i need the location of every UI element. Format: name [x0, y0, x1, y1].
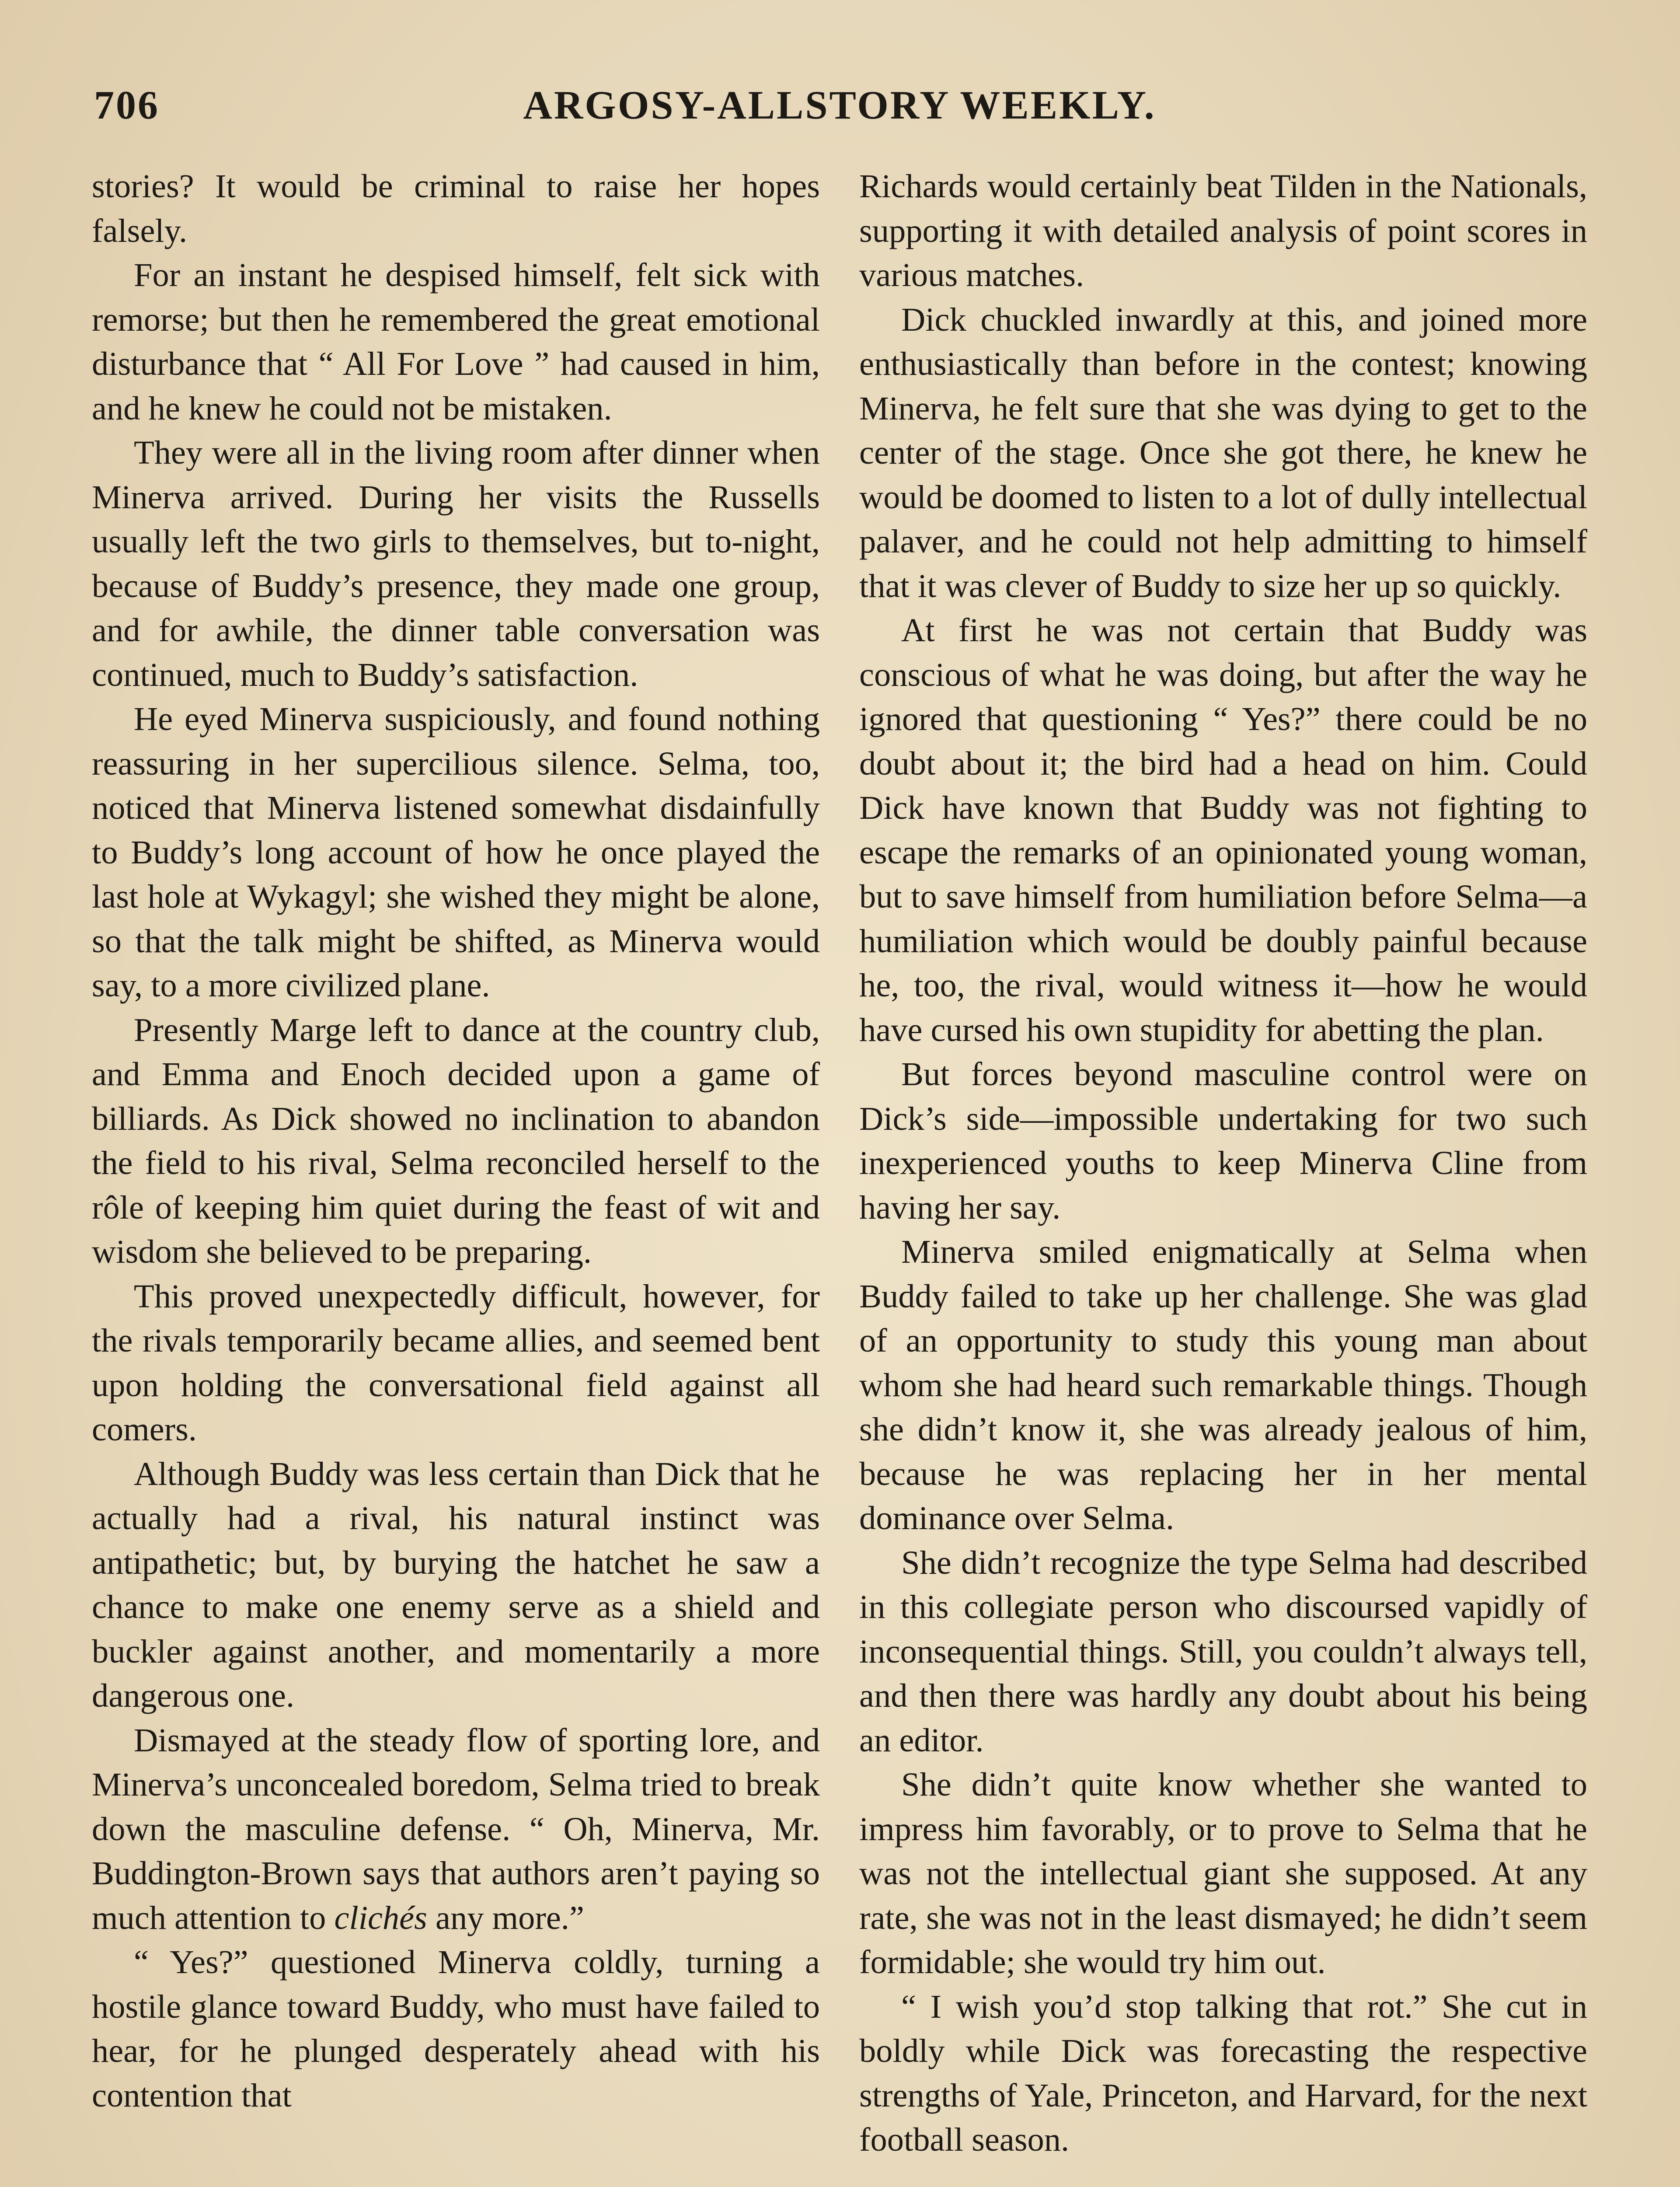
paragraph: Dick chuckled inwardly at this, and joined more enthusiastically than before in the contest; knowing Minerva, he felt sure that she was dying to get to the center of the stage. Once she got there, he knew he would be doomed to listen to a lot of dully intellectual palaver, and he could not help admitting to himself that it was clever of Buddy to size her up so quickly.: [859, 300, 1587, 604]
paragraph-text: any more.”: [427, 1899, 584, 1936]
publication-title: ARGOSY-ALLSTORY WEEKLY.: [523, 83, 1156, 127]
paragraph: Although Buddy was less certain than Dick that he actually had a rival, his natural instinct was antipathetic; but, by burying the hatchet he saw a chance to make one enemy serve as a shield and buckler against another, and momentarily a more dangerous one.: [92, 1455, 820, 1714]
paragraph: stories? It would be criminal to raise her hopes falsely.: [92, 168, 820, 249]
paragraph: Richards would certainly beat Tilden in the Nationals, supporting it with detailed analysis of point scores in various matches.: [859, 168, 1587, 293]
paragraph: She didn’t recognize the type Selma had described in this collegiate person who discoursed vapidly of inconsequential things. Still, you couldn’t always tell, and then there was hardly any doubt about his being an editor.: [859, 1544, 1587, 1759]
text-columns: [92, 164, 1587, 2187]
paragraph-text: Dismayed at the steady flow of sporting lore, and Minerva’s unconcealed boredom, Selma tried to break down the masculine defense. “ Oh, Minerva, Mr. Buddington-Brown says that authors aren’t paying so much attention to: [92, 1721, 820, 1936]
paragraph: “ I wish you’d stop talking that rot.” She cut in boldly while Dick was forecasting the respective strengths of Yale, Princeton, and Harvard, for the next football season.: [859, 1988, 1587, 2158]
paragraph: Presently Marge left to dance at the country club, and Emma and Enoch decided upon a game of billiards. As Dick showed no inclination to abandon the field to his rival, Selma reconciled herself to the rôle of keeping him quiet during the feast of wit and wisdom she believed to be preparing.: [92, 1011, 820, 1270]
paragraph: “ Yes?” questioned Minerva coldly, turning a hostile glance toward Buddy, who must have failed to hear, for he plunged desperately ahead with his contention that: [92, 1943, 820, 2114]
paragraph: Minerva smiled enigmatically at Selma when Buddy failed to take up her challenge. She was glad of an opportunity to study this young man about whom she had heard such remarkable things. Though she didn’t know it, she was already jealous of him, because he was replacing her in her mental dominance over Selma.: [859, 1233, 1587, 1537]
italic-word: clichés: [334, 1899, 427, 1936]
paragraph: But forces beyond masculine control were on Dick’s side—impossible undertaking for two such inexperienced youths to keep Minerva Cline from having her say.: [859, 1055, 1587, 1226]
paragraph: They were all in the living room after dinner when Minerva arrived. During her visits the Russells usually left the two girls to themselves, but to-night, because of Buddy’s presence, they made one group, and for awhile, the dinner table conversation was continued, much to Buddy’s satisfaction.: [92, 434, 820, 693]
paragraph: At first he was not certain that Buddy was conscious of what he was doing, but after the way he ignored that questioning “ Yes?” there could be no doubt about it; the bird had a head on him. Could Dick have known that Buddy was not fighting to escape the remarks of an opinionated young woman, but to save himself from humiliation before Selma—a humiliation which would be doubly painful because he, too, the rival, would witness it—how he would have cursed his own stupidity for abetting the plan.: [859, 611, 1587, 1048]
paragraph: [92, 1718, 820, 1940]
paragraph: This proved unexpectedly difficult, however, for the rivals temporarily became allies, and seemed bent upon holding the conversational field against all comers.: [92, 1277, 820, 1448]
page-header: [94, 74, 1585, 136]
paragraph: She didn’t quite know whether she wanted to impress him favorably, or to prove to Selma that he was not the intellectual giant she supposed. At any rate, she was not in the least dismayed; he didn’t seem formidable; she would try him out.: [859, 1766, 1587, 1981]
paragraph: For an instant he despised himself, felt sick with remorse; but then he remembered the great emotional disturbance that “ All For Love ” had caused in him, and he knew he could not be mistaken.: [92, 256, 820, 427]
left-column: [92, 164, 820, 2187]
paragraph: He eyed Minerva suspiciously, and found nothing reassuring in her supercilious silence. Selma, too, noticed that Minerva listened somewhat disdainfully to Buddy’s long account of how he once played the last hole at Wykagyl; she wished they might be alone, so that the talk might be shifted, as Minerva would say, to a more civilized plane.: [92, 700, 820, 1004]
right-column: [859, 164, 1587, 2187]
page-number: 706: [94, 83, 160, 127]
